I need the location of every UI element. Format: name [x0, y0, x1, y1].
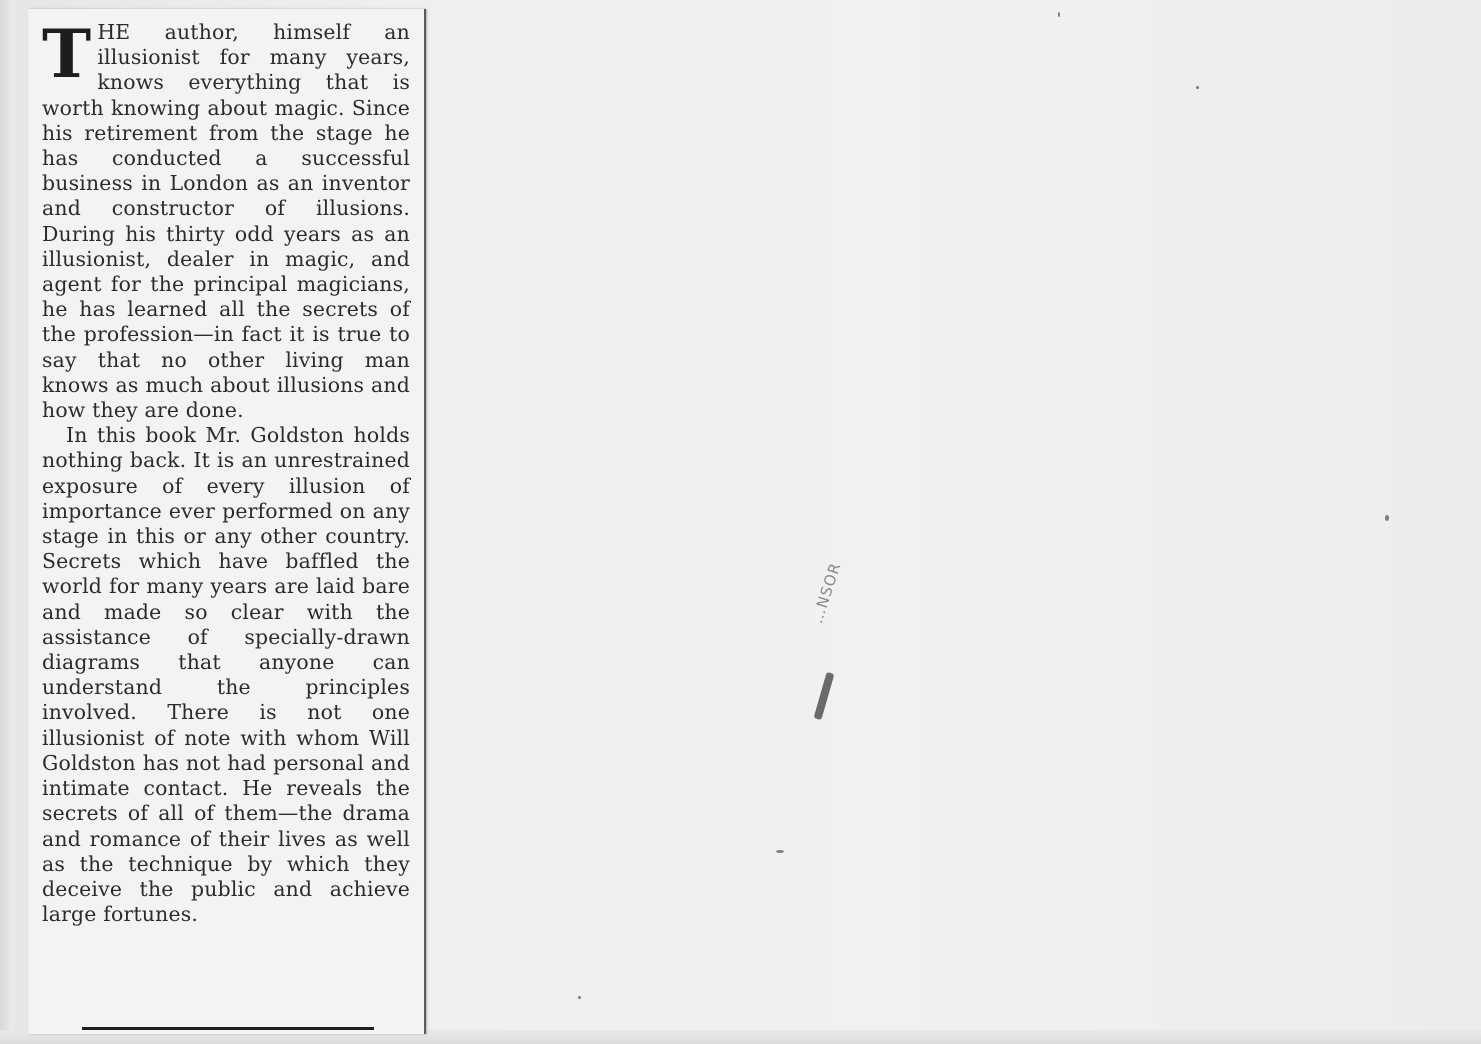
flap-blurb [42, 15, 410, 927]
flap-bottom-rule [82, 1027, 374, 1030]
blurb-paragraph-1-text: HE author, himself an illusionist for many years, knows everything that is worth knowing about magic. Since his retirement from the stage he has conducted a successful business in London as an inventor and constructor of illusions. During his thirty odd years as an illusionist, dealer in magic, and agent for the principal magicians, he has learned all the secrets of the profession—in fact it is true to say that no other living man knows as much about illusions and how they are done. [42, 20, 410, 423]
paper-speck [776, 850, 784, 853]
drop-cap: T [42, 15, 92, 93]
paper-speck [578, 996, 581, 999]
blurb-paragraph-1 [42, 15, 410, 423]
paper-speck [1058, 12, 1060, 17]
censor-stamp: …NSOR [808, 560, 845, 626]
blurb-paragraph-2: In this book Mr. Goldston holds nothing back. It is an unrestrained exposure of every illusion of importance ever performed on any stage in this or any other country. Secrets which have baffled the world for many years are laid bare and made so clear with the assistance of specially-drawn diagrams that anyone can understand the principles involved. There is not one illusionist of note with whom Will Goldston has not had personal and intimate contact. He reveals the secrets of all of them—the drama and romance of their lives as well as the technique by which they deceive the public and achieve large fortunes. [42, 423, 410, 927]
page-edge-left [0, 0, 14, 1044]
paper-speck [1196, 86, 1199, 89]
paper-speck [1385, 515, 1389, 521]
